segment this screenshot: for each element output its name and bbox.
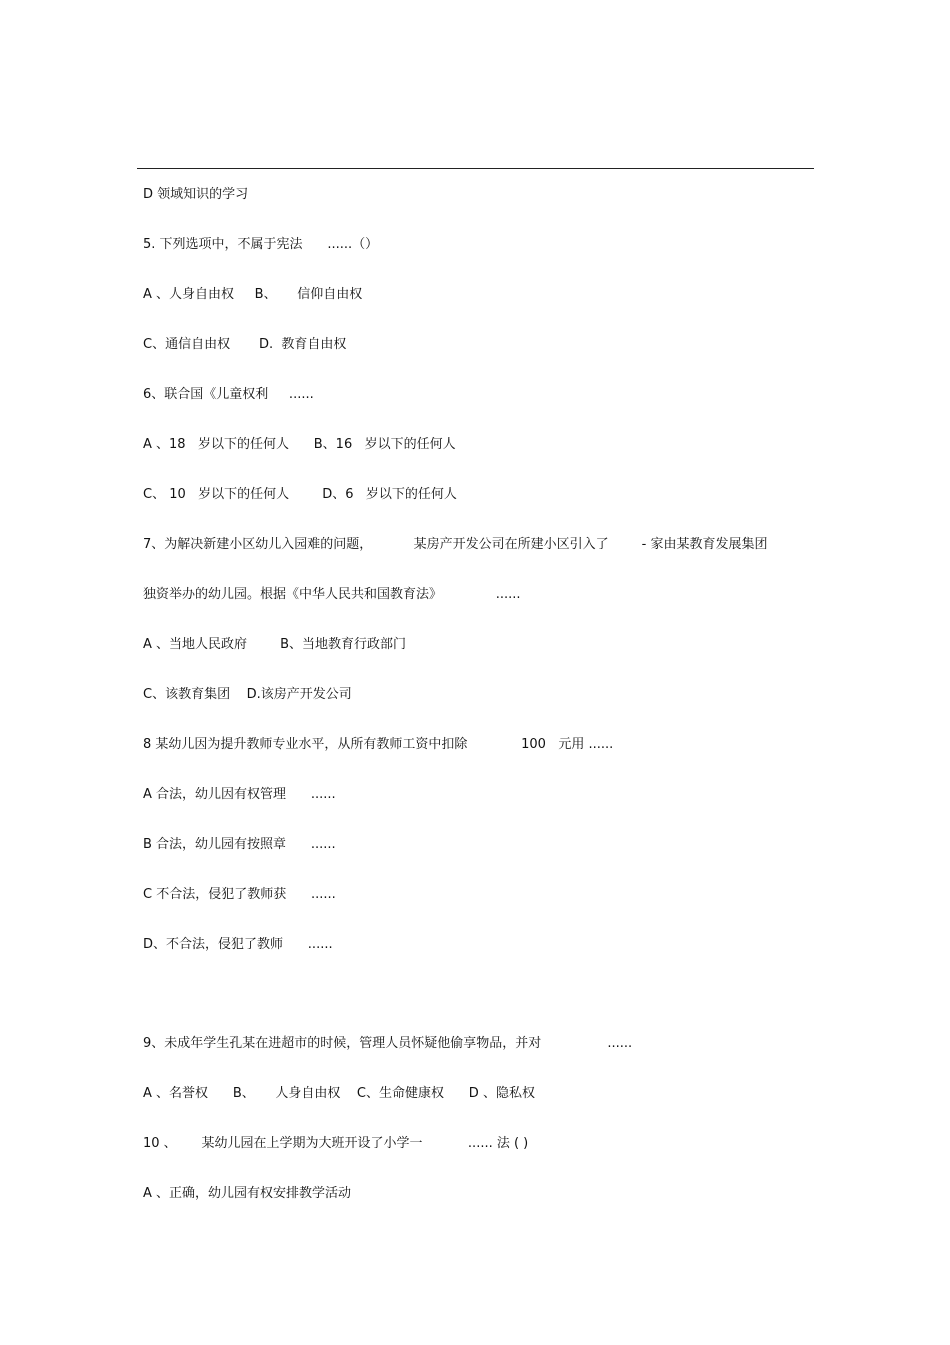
options-q6-ab: A 、18 岁以下的任何人 B、16 岁以下的任何人 (143, 437, 456, 452)
options-q6-cd: C、 10 岁以下的任何人 D、6 岁以下的任何人 (143, 487, 457, 502)
options-q5-ab: A 、人身自由权 B、 信仰自由权 (143, 287, 363, 302)
question-7-line-2: 独资举办的幼儿园。根据《中华人民共和国教育法》 ...... (143, 587, 521, 602)
options-q5-cd: C、通信自由权 D. 教育自由权 (143, 337, 347, 352)
options-q7-cd: C、该教育集团 D.该房产开发公司 (143, 687, 352, 702)
option-b-q8: B 合法，幼儿园有按照章 ...... (143, 837, 336, 852)
option-a-q8: A 合法，幼儿因有权管理 ...... (143, 787, 336, 802)
question-5: 5. 下列选项中，不属于宪法 ......（） (143, 237, 379, 252)
option-c-q8: C 不合法，侵犯了教师获 ...... (143, 887, 336, 902)
option-a-q10: A 、正确，幼儿园有权安排教学活动 (143, 1186, 352, 1201)
question-9: 9、未成年学生孔某在进超市的时候，管理人员怀疑他偷享物品，并对 ...... (143, 1036, 633, 1051)
options-q7-ab: A 、当地人民政府 B、当地教育行政部门 (143, 637, 407, 652)
question-6: 6、联合国《儿童权利 ...... (143, 387, 314, 402)
question-8: 8 某幼儿因为提升教师专业水平，从所有教师工资中扣除 100 元用 ...... (143, 737, 614, 752)
question-10: 10 、 某幼儿园在上学期为大班开设了小学一 ...... 法 ( ) (143, 1136, 529, 1151)
options-q9: A 、名誉权 B、 人身自由权 C、生命健康权 D 、隐私权 (143, 1086, 535, 1101)
option-d-q8: D、不合法，侵犯了教师 ...... (143, 937, 333, 952)
option-d-q4: D 领域知识的学习 (143, 187, 249, 202)
header-rule (137, 168, 814, 169)
question-7-line-1: 7、为解决新建小区幼儿入园难的问题， 某房产开发公司在所建小区引入了 - 家由某教育发展集团 (143, 537, 768, 552)
